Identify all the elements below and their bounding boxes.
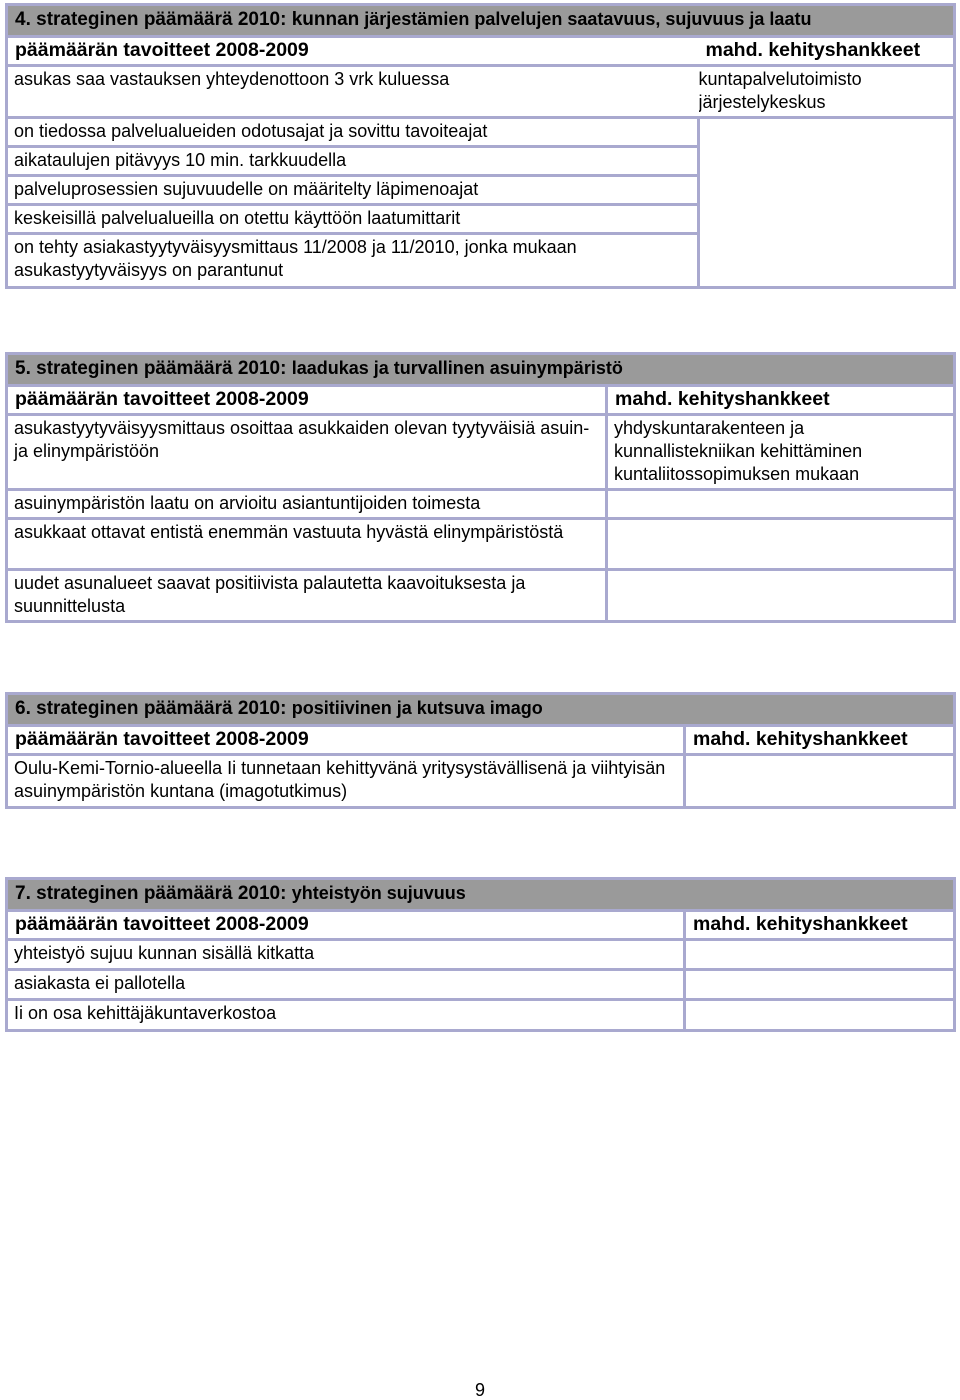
- goal-cell: asuinympäristön laatu on arvioitu asiantuntijoiden toimesta: [7, 490, 607, 519]
- goal-cell: asukastyytyväisyysmittaus osoittaa asukkaiden olevan tyytyväisiä asuin- ja elinympäristöön: [7, 415, 607, 490]
- section-title: 7. strateginen päämäärä 2010: yhteistyön sujuvuus: [7, 879, 955, 911]
- section-title: 5. strateginen päämäärä 2010: laadukas ja turvallinen asuinympäristö: [7, 354, 955, 386]
- projects-column-header: mahd. kehityshankkeet: [685, 726, 955, 755]
- project-cell: kuntapalvelutoimisto järjestelykeskus: [699, 66, 955, 118]
- goals-column-header: päämäärän tavoitteet 2008-2009: [7, 911, 685, 940]
- projects-column-header: mahd. kehityshankkeet: [699, 37, 955, 66]
- goal-cell: on tiedossa palvelualueiden odotusajat ja sovittu tavoiteajat: [7, 118, 699, 147]
- project-cell: [607, 519, 955, 570]
- project-cell: [607, 490, 955, 519]
- goal-table-6: [5, 692, 956, 809]
- project-cell: [685, 755, 955, 808]
- goal-cell: asukkaat ottavat entistä enemmän vastuuta hyvästä elinympäristöstä: [7, 519, 607, 570]
- goal-cell: asiakasta ei pallotella: [7, 970, 685, 1000]
- project-cell: [685, 1000, 955, 1031]
- goal-cell: aikataulujen pitävyys 10 min. tarkkuudella: [7, 147, 699, 176]
- projects-column-header: mahd. kehityshankkeet: [685, 911, 955, 940]
- goal-table-7: [5, 877, 956, 1032]
- goals-column-header: päämäärän tavoitteet 2008-2009: [7, 37, 699, 66]
- project-cell: [685, 940, 955, 970]
- project-cell: [699, 118, 955, 288]
- goal-cell: uudet asunalueet saavat positiivista palautetta kaavoituksesta ja suunnittelusta: [7, 570, 607, 622]
- projects-column-header: mahd. kehityshankkeet: [607, 386, 955, 415]
- goal-table-5: [5, 352, 956, 623]
- project-cell: yhdyskuntarakenteen ja kunnallistekniikan kehittäminen kuntaliitossopimuksen mukaan: [607, 415, 955, 490]
- goal-cell: Oulu-Kemi-Tornio-alueella Ii tunnetaan kehittyvänä yritysystävällisenä ja viihtyisän asuinympäristön kuntana (imagotutkimus): [7, 755, 685, 808]
- goal-cell: yhteistyö sujuu kunnan sisällä kitkatta: [7, 940, 685, 970]
- goal-cell: asukas saa vastauksen yhteydenottoon 3 vrk kuluessa: [7, 66, 699, 118]
- section-title: 4. strateginen päämäärä 2010: kunnan järjestämien palvelujen saatavuus, sujuvuus ja laatu: [7, 5, 955, 37]
- project-cell: [607, 570, 955, 622]
- goals-column-header: päämäärän tavoitteet 2008-2009: [7, 386, 607, 415]
- section-title: 6. strateginen päämäärä 2010: positiivinen ja kutsuva imago: [7, 694, 955, 726]
- goals-column-header: päämäärän tavoitteet 2008-2009: [7, 726, 685, 755]
- goal-cell: palveluprosessien sujuvuudelle on määritelty läpimenoajat: [7, 176, 699, 205]
- goal-table-4: [5, 3, 956, 289]
- goal-cell: keskeisillä palvelualueilla on otettu käyttöön laatumittarit: [7, 205, 699, 234]
- page-number: 9: [474, 1380, 485, 1400]
- project-cell: [685, 970, 955, 1000]
- goal-cell: on tehty asiakastyytyväisyysmittaus 11/2008 ja 11/2010, jonka mukaan asukastyytyväisyys on parantunut: [7, 234, 699, 288]
- goal-cell: Ii on osa kehittäjäkuntaverkostoa: [7, 1000, 685, 1031]
